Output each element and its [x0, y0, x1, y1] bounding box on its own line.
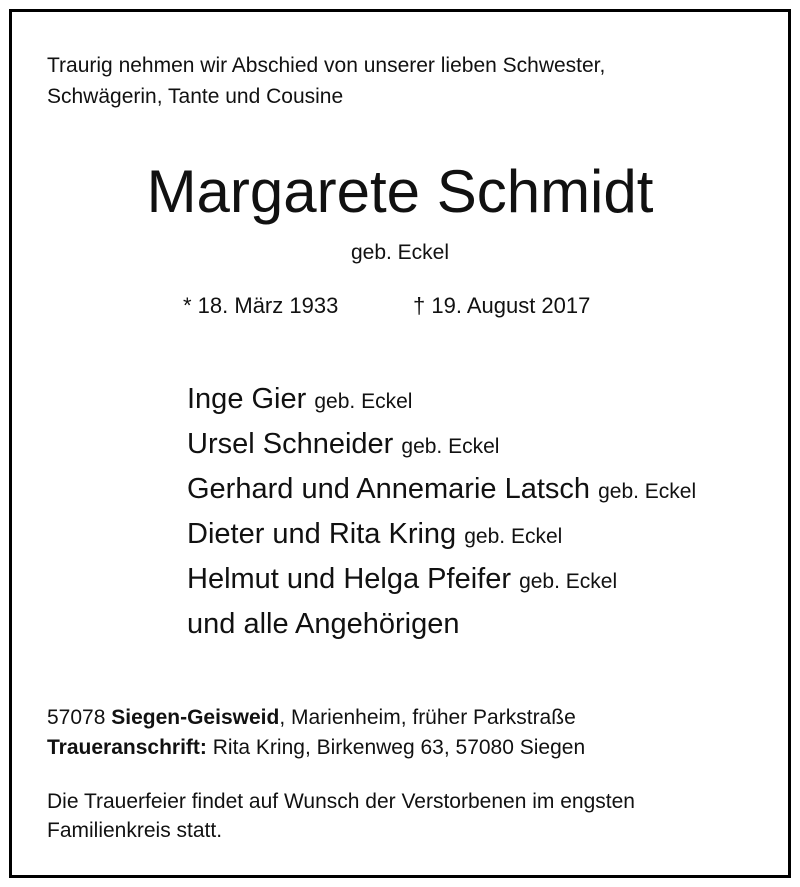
- mourner-names: Helmut und Helga Pfeifer: [187, 563, 511, 595]
- intro-text: [47, 50, 747, 112]
- mourner-names: Dieter und Rita Kring: [187, 518, 457, 550]
- intro-line: Traurig nehmen wir Abschied von unserer lieben Schwester,: [47, 54, 606, 77]
- mourner-names: Ursel Schneider: [187, 428, 394, 460]
- address-block: [47, 703, 585, 763]
- note-line: Die Trauerfeier findet auf Wunsch der Verstorbenen im engsten: [47, 790, 635, 813]
- deceased-birth-name: geb. Eckel: [350, 241, 450, 264]
- mourner-entry: [187, 512, 696, 557]
- deceased-name: Margarete Schmidt: [146, 158, 654, 225]
- residence-detail: , Marienheim, früher Parkstraße: [279, 706, 576, 729]
- mourner-names: und alle Angehörigen: [187, 608, 460, 640]
- mourning-address-line: [47, 733, 585, 763]
- mourner-nee: geb. Eckel: [401, 435, 500, 458]
- mourner-nee: geb. Eckel: [598, 480, 697, 503]
- mourners-list: [187, 377, 696, 647]
- mourner-nee: geb. Eckel: [314, 390, 413, 413]
- town: Siegen-Geisweid: [111, 706, 280, 729]
- residence-line: [47, 703, 585, 733]
- mourner-entry: [187, 377, 696, 422]
- mourner-entry: [187, 557, 696, 602]
- mourner-entry: [187, 602, 696, 647]
- mourner-names: Gerhard und Annemarie Latsch: [187, 473, 591, 505]
- birth-date: * 18. März 1933: [183, 293, 339, 318]
- mourner-nee: geb. Eckel: [464, 525, 563, 548]
- funeral-note: [47, 787, 767, 845]
- mourning-address-label: Traueranschrift:: [47, 736, 207, 759]
- intro-line: Schwägerin, Tante und Cousine: [47, 85, 344, 108]
- mourner-nee: geb. Eckel: [519, 570, 618, 593]
- mourning-address: Rita Kring, Birkenweg 63, 57080 Siegen: [212, 736, 586, 759]
- mourner-entry: [187, 467, 696, 512]
- note-line: Familienkreis statt.: [47, 819, 223, 842]
- mourner-entry: [187, 422, 696, 467]
- mourner-names: Inge Gier: [187, 383, 307, 415]
- postcode: 57078: [47, 706, 106, 729]
- death-date: † 19. August 2017: [413, 293, 591, 318]
